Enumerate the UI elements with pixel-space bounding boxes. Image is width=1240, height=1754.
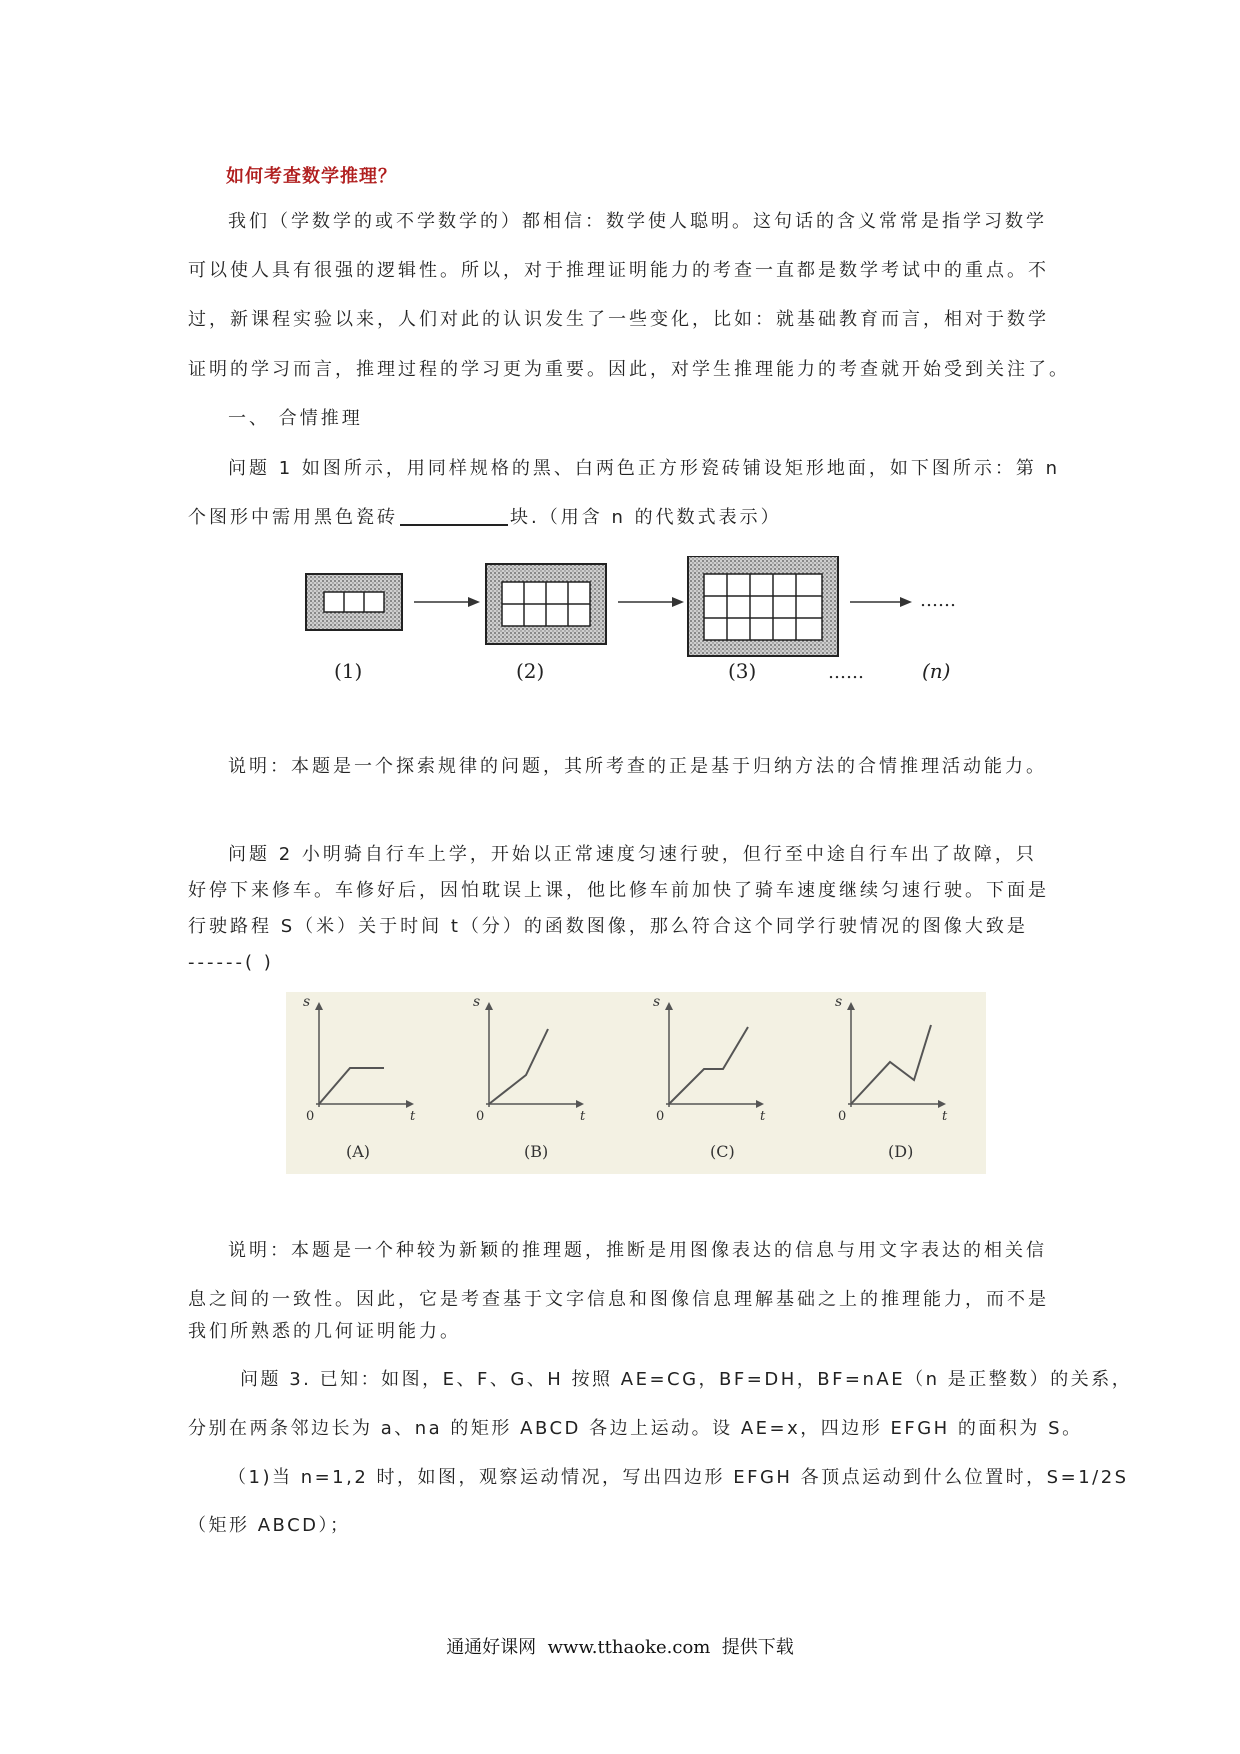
q2-note-line: 息之间的一致性。因此，它是考查基于文字信息和图像信息理解基础之上的推理能力，而不是 (188, 1289, 1049, 1310)
q1-text: 块.（用含 n 的代数式表示） (510, 507, 782, 528)
axis-label-s: s (835, 994, 843, 1010)
q2-note-line: 说明：本题是一个种较为新颖的推理题，推断是用图像表达的信息与用文字表达的相关信 (228, 1240, 1047, 1261)
q2-line: ------( ) (188, 952, 274, 973)
figure-label: (2) (516, 659, 545, 683)
axis-label-t: t (410, 1109, 416, 1124)
arrow-icon (618, 597, 684, 607)
q1-note: 说明：本题是一个探索规律的问题，其所考查的正是基于归纳方法的合情推理活动能力。 (228, 756, 1047, 777)
graph-label: (B) (524, 1142, 549, 1161)
origin-label: 0 (306, 1109, 315, 1124)
origin-label: 0 (476, 1109, 485, 1124)
figure-label: (n) (922, 659, 951, 683)
answer-blank (400, 506, 508, 526)
origin-label: 0 (838, 1109, 847, 1124)
intro-line: 可以使人具有很强的逻辑性。所以，对于推理证明能力的考查一直都是数学考试中的重点。不 (188, 260, 1049, 281)
q2-line: 行驶路程 S（米）关于时间 t（分）的函数图像，那么符合这个同学行驶情况的图像大致是 (188, 916, 1028, 937)
figure-label: …… (828, 662, 864, 683)
axis-label-s: s (303, 994, 311, 1010)
q3-line: 分别在两条邻边长为 a、na 的矩形 ABCD 各边上运动。设 AE=x，四边形 EFGH 的面积为 S。 (188, 1418, 1083, 1439)
origin-label: 0 (656, 1109, 665, 1124)
axis-label-t: t (942, 1109, 948, 1124)
graphs-figure (286, 992, 986, 1174)
footer-url[interactable]: www.tthaoke.com (547, 1637, 711, 1658)
figure-label: (1) (334, 659, 363, 683)
footer-suffix: 提供下载 (721, 1637, 794, 1658)
axis-label-s: s (653, 994, 661, 1010)
q2-line: 好停下来修车。车修好后，因怕耽误上课，他比修车前加快了骑车速度继续匀速行驶。下面是 (188, 880, 1049, 901)
intro-line: 我们（学数学的或不学数学的）都相信：数学使人聪明。这句话的含义常常是指学习数学 (228, 211, 1047, 232)
graph-label: (D) (888, 1142, 914, 1161)
arrow-icon (414, 597, 480, 607)
continuation-dots: …… (920, 590, 956, 611)
intro-line: 证明的学习而言，推理过程的学习更为重要。因此，对学生推理能力的考查就开始受到关注了。 (188, 359, 1070, 380)
tiling-stage-3 (688, 556, 838, 656)
tiling-figure (290, 556, 980, 688)
q3-line: （1)当 n=1,2 时，如图，观察运动情况，写出四边形 EFGH 各顶点运动到什么位置时，S=1/2S (228, 1467, 1129, 1488)
graph-label: (C) (710, 1142, 735, 1161)
q1-line (188, 506, 782, 530)
axis-label-s: s (473, 994, 481, 1010)
footer-brand: 通通好课网 (446, 1637, 537, 1658)
q1-line: 问题 1 如图所示，用同样规格的黑、白两色正方形瓷砖铺设矩形地面，如下图所示：第 n (228, 458, 1061, 479)
graph-label: (A) (346, 1142, 371, 1161)
page-footer (0, 1633, 1240, 1659)
q2-note-line: 我们所熟悉的几何证明能力。 (188, 1321, 461, 1342)
tiling-stage-1 (306, 574, 402, 630)
section-heading: 一、 合情推理 (228, 408, 363, 429)
figure-label: (3) (728, 659, 757, 683)
q2-line: 问题 2 小明骑自行车上学，开始以正常速度匀速行驶，但行至中途自行车出了故障，只 (228, 844, 1037, 865)
q3-line: 问题 3. 已知：如图，E、F、G、H 按照 AE=CG，BF=DH，BF=nAE（n 是正整数）的关系， (240, 1369, 1133, 1390)
page-title: 如何考查数学推理？ (226, 166, 397, 187)
arrow-icon (850, 597, 912, 607)
q1-text: 个图形中需用黑色瓷砖 (188, 507, 398, 528)
intro-line: 过，新课程实验以来，人们对此的认识发生了一些变化，比如：就基础教育而言，相对于数学 (188, 309, 1049, 330)
axis-label-t: t (580, 1109, 586, 1124)
tiling-stage-2 (486, 564, 606, 644)
q3-line: （矩形 ABCD）； (188, 1515, 351, 1536)
axis-label-t: t (760, 1109, 766, 1124)
